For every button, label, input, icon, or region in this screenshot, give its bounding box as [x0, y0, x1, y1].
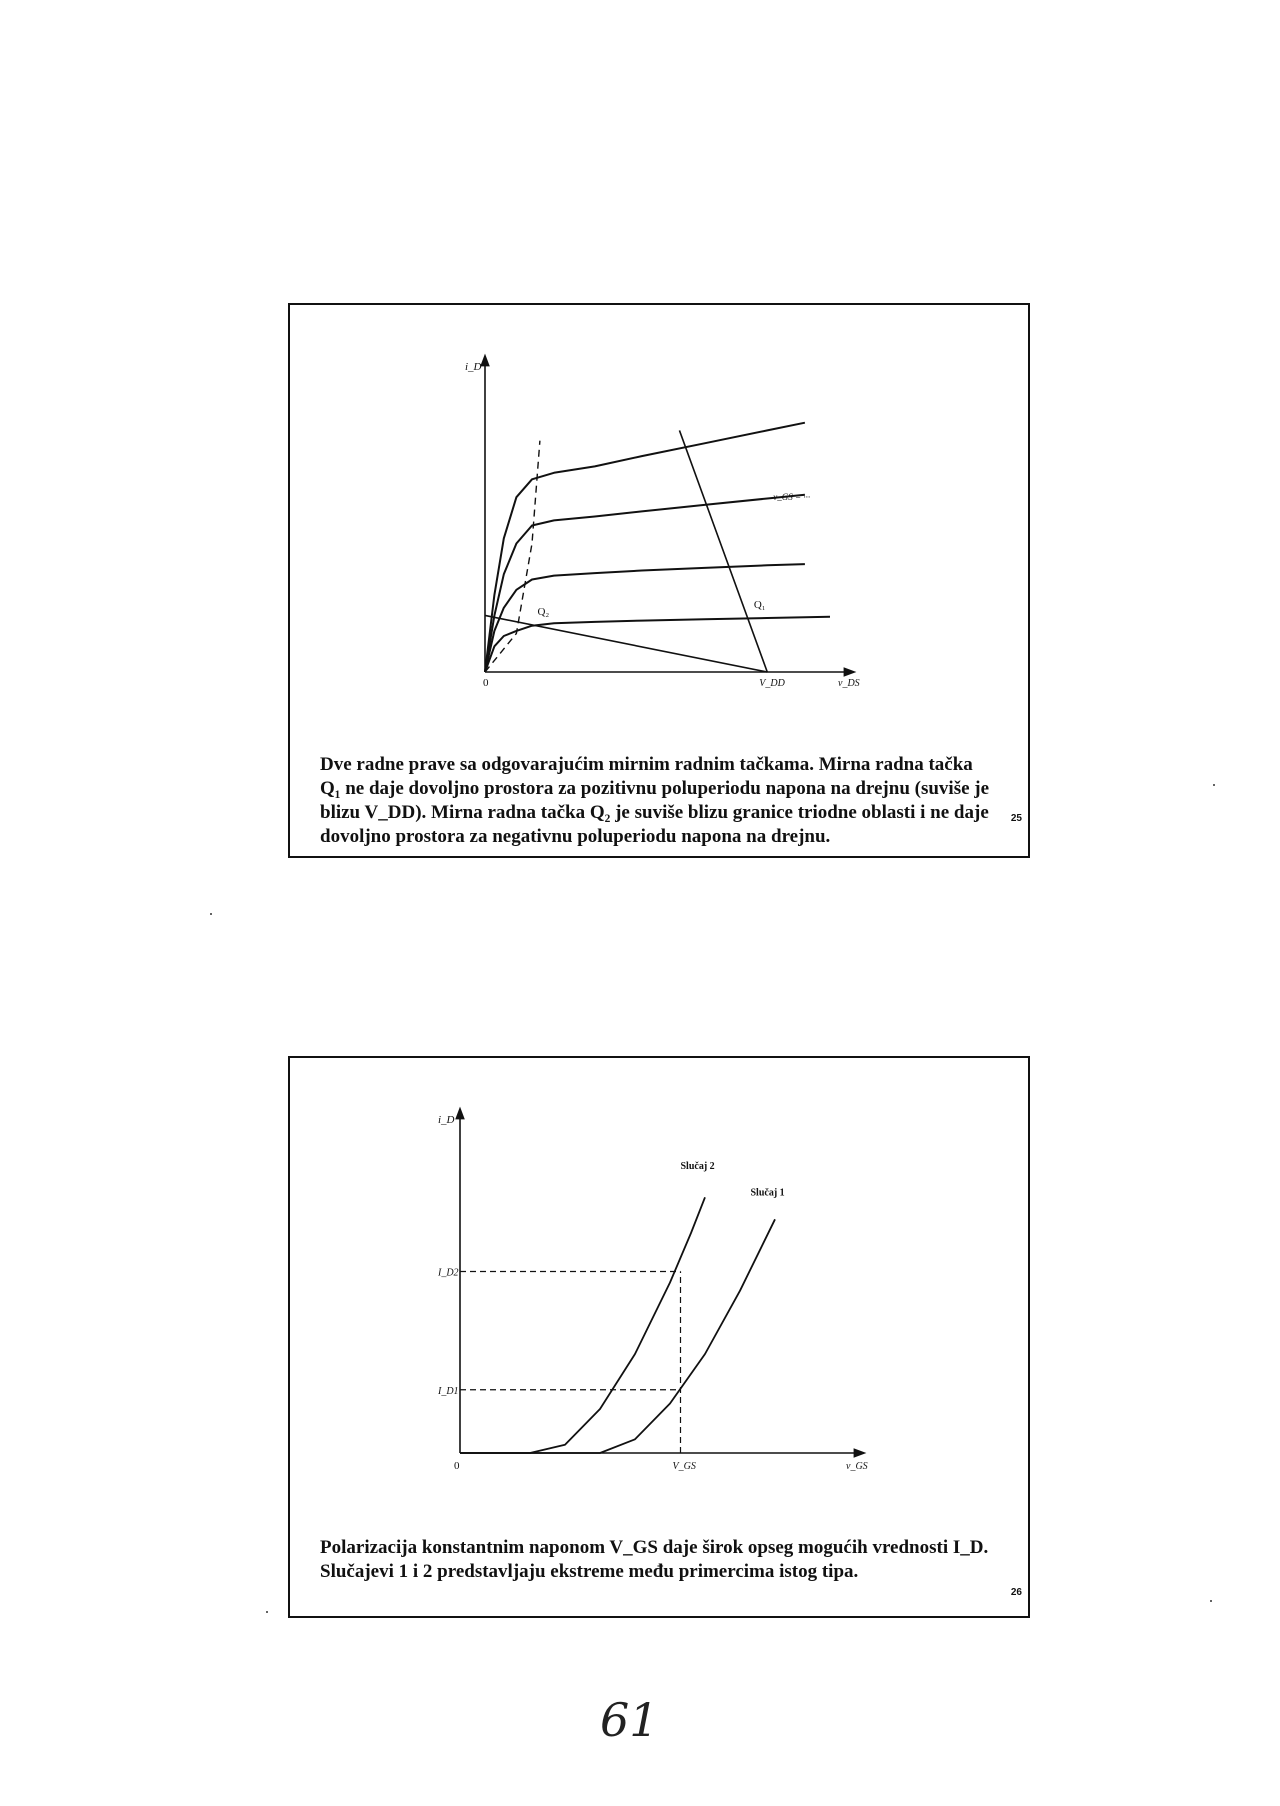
slide-25 [288, 303, 1030, 858]
slide-number: 26 [1010, 1587, 1022, 1598]
origin-label: 0 [483, 677, 489, 689]
y-axis-label: i_D [438, 1114, 455, 1126]
x-axis-label: v_GS [846, 1461, 868, 1472]
transfer-curve-1 [460, 1197, 705, 1453]
vgs-annotation: v_GS = ··· [773, 491, 811, 502]
page-number-text: 61 [600, 1693, 659, 1747]
scan-speck [266, 1611, 268, 1613]
slide-caption: Dve radne prave sa odgovarajućim mirnim radnim tačkama. Mirna radna tačka Q₁ ne daje dovoljno prostora za pozitivnu poluperiodu napona na drejnu (suviše je blizu V_DD). Mirna radna tačka Q₂ je suviše blizu granice triodne oblasti i ne daje dovoljno prostora za negativnu poluperiodu napona na drejnu. [320, 754, 990, 847]
slide-caption: Polarizacija konstantnim naponom V_GS daje širok opseg mogućih vrednosti I_D. Slučajevi 1 i 2 predstavljaju ekstreme među primercima istog tipa. [320, 1537, 989, 1582]
q-point-label-1: Q₁ [753, 599, 766, 612]
transfer-curve-2 [460, 1219, 775, 1453]
x-axis-label: v_DS [838, 678, 860, 689]
origin-label: 0 [454, 1460, 460, 1472]
case2-label: Slučaj 2 [680, 1160, 715, 1172]
characteristic-curve-4 [485, 423, 805, 672]
slide-26 [288, 1056, 1030, 1618]
scan-speck [1210, 1600, 1212, 1602]
case1-label: Slučaj 1 [750, 1187, 785, 1199]
load-line-1 [679, 430, 767, 672]
y-axis-label: i_D [465, 361, 482, 373]
scan-speck [210, 913, 212, 915]
characteristic-curve-1 [485, 617, 830, 672]
scan-speck [1213, 784, 1215, 786]
load-line-2 [485, 615, 767, 672]
slide-number: 25 [1010, 813, 1022, 824]
handwritten-page-number [590, 1688, 670, 1748]
vdd-tick-label: V_DD [759, 678, 785, 689]
id1-label: I_D1 [438, 1385, 459, 1397]
id2-label: I_D2 [438, 1267, 459, 1279]
vgs-tick-label: V_GS [672, 1461, 696, 1472]
q-point-label-2: Q₂ [537, 606, 550, 619]
